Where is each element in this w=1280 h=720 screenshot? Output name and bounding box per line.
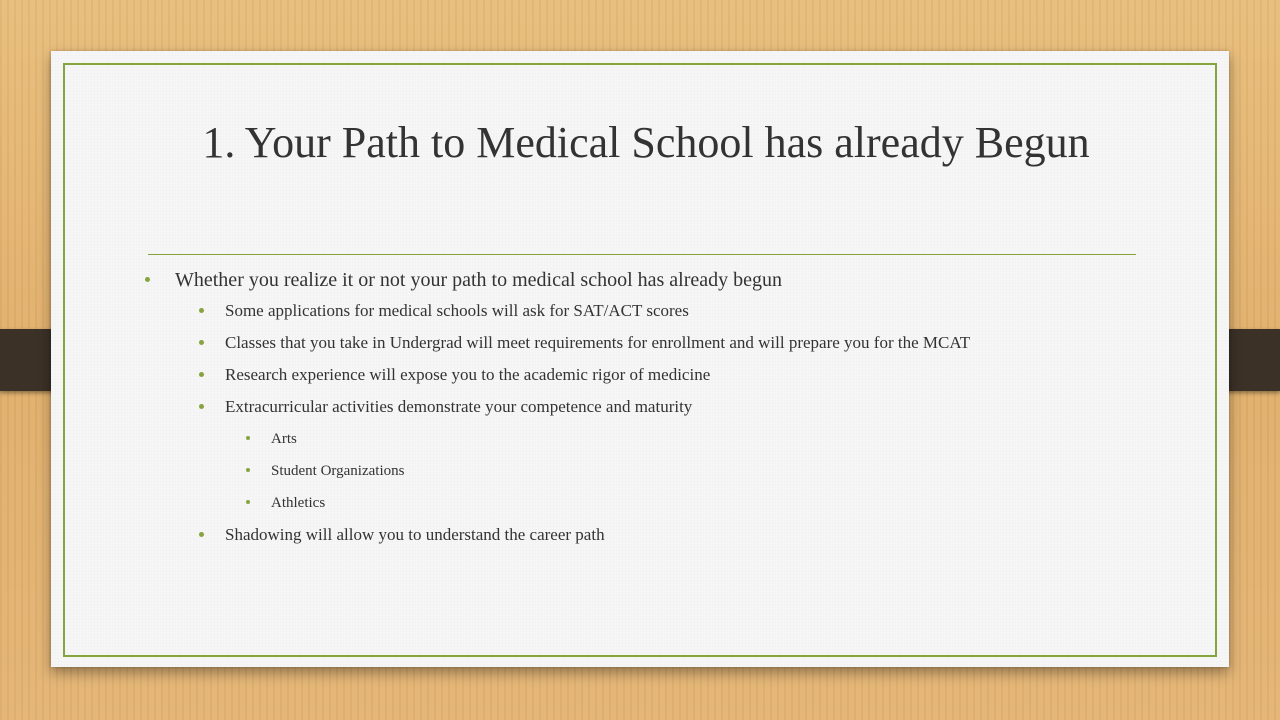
bullet-item-student-organizations: Student Organizations bbox=[143, 462, 1143, 480]
bullet-list bbox=[143, 268, 1143, 558]
bullet-item-undergrad-classes: Classes that you take in Undergrad will meet requirements for enrollment and will prepare you for the MCAT bbox=[143, 334, 1055, 352]
bullet-item-path-begun: Whether you realize it or not your path to medical school has already begun bbox=[143, 268, 1143, 292]
bullet-item-sat-act: Some applications for medical schools will ask for SAT/ACT scores bbox=[143, 302, 1055, 320]
bullet-item-arts: Arts bbox=[143, 430, 1143, 448]
bullet-item-shadowing: Shadowing will allow you to understand the career path bbox=[143, 526, 1055, 544]
bullet-item-athletics: Athletics bbox=[143, 494, 1143, 512]
slide bbox=[51, 51, 1229, 667]
bullet-item-research: Research experience will expose you to the academic rigor of medicine bbox=[143, 366, 1055, 384]
slide-title: 1. Your Path to Medical School has already Begun bbox=[202, 118, 1090, 167]
bullet-item-extracurricular: Extracurricular activities demonstrate your competence and maturity bbox=[143, 398, 1055, 416]
title-underline bbox=[148, 254, 1136, 255]
